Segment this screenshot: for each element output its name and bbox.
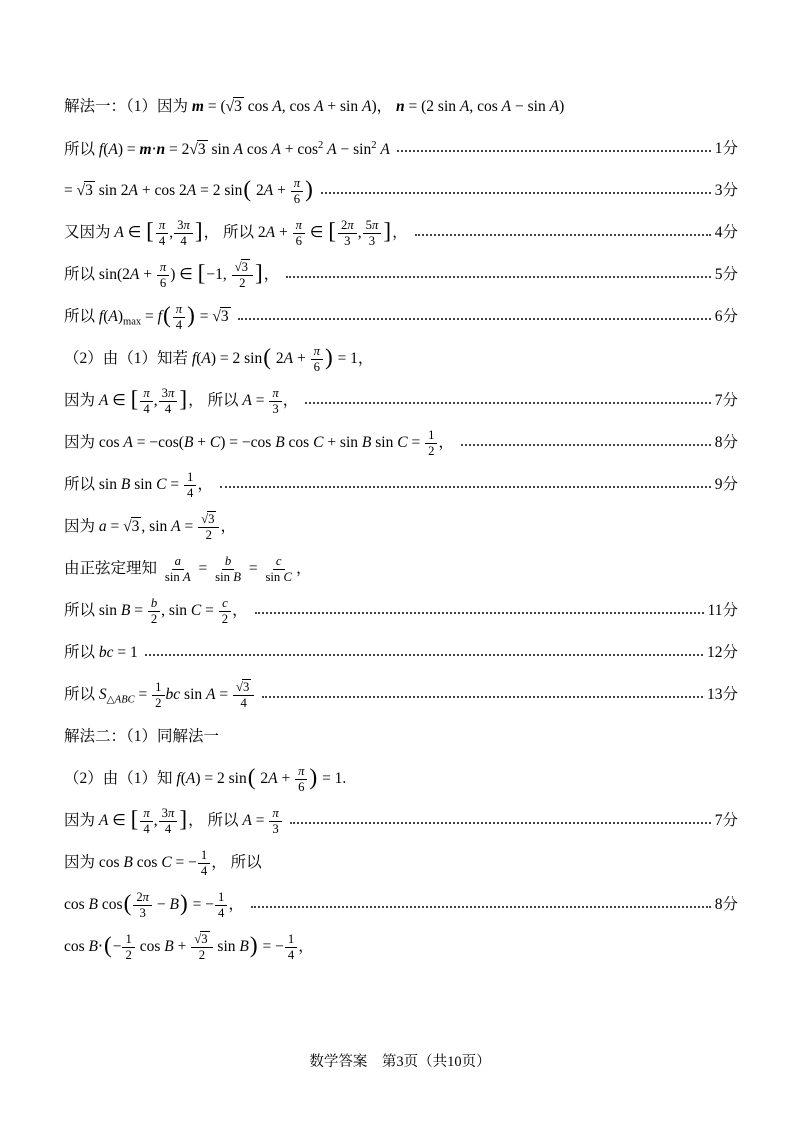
formula: 所以 bc = 1 <box>64 644 138 662</box>
score-label: 7分 <box>714 392 738 410</box>
score-label: 3分 <box>714 182 738 200</box>
formula: 所以 $f(A)_{max} = f$( $\frac{\pi}{4}$ ) = √3 <box>64 301 229 332</box>
dotted-leader <box>145 654 703 656</box>
formula: = √3 sin 2A + cos 2A = 2 sin( 2A + $\frac{\pi}{6}$ ) <box>64 175 313 206</box>
formula: cos B cos( $\frac{2\pi}{3}$ − B) = − $\frac{1}{4}$ ， <box>64 889 244 920</box>
dotted-leader <box>255 612 704 614</box>
formula: 因为 A ∈ [ $\frac{\pi}{4}$ , $\frac{3\pi}{4}$ ]， 所以 A = $\frac{\pi}{3}$ ， <box>64 385 299 416</box>
score-label: 5分 <box>714 266 738 284</box>
score-label: 6分 <box>714 308 738 326</box>
solution-line <box>64 548 738 590</box>
page-footer: 数学答案 第3页（共10页） <box>309 1054 491 1070</box>
formula: 解法二：（1）同解法一 <box>64 728 220 746</box>
score-label: 8分 <box>714 434 738 452</box>
formula: 又因为 A ∈ [ $\frac{\pi}{4}$ , $\frac{3\pi}{4}$ ]， 所以 2A + $\frac{\pi}{6}$ ∈ [ $\frac{2\pi}{3}$ , $\frac{5\pi}{3}$ ]， <box>64 217 408 248</box>
formula: 所以 sin B sin C = $\frac{1}{4}$ ， <box>64 469 213 500</box>
solution-line <box>64 674 738 716</box>
solution-line <box>64 758 738 800</box>
formula: 所以 f(A) = m⋅n = 2√3 sin A $\cos A + \cos^2 A - \sin^2 A$ <box>64 139 390 158</box>
solution-line <box>64 506 738 548</box>
score-label: 9分 <box>714 476 738 494</box>
formula: 所以 sin B = $\frac{b}{2}$ , sin C = $\frac{c}{2}$ ， <box>64 595 248 626</box>
solution-line <box>64 590 738 632</box>
solution-line <box>64 422 738 464</box>
solution-line <box>64 800 738 842</box>
solution-line <box>64 884 738 926</box>
score-label: 12分 <box>706 644 738 662</box>
solution-line <box>64 296 738 338</box>
solution-line <box>64 128 738 170</box>
solution-line <box>64 464 738 506</box>
solution-line <box>64 338 738 380</box>
dotted-leader <box>262 696 703 698</box>
dotted-leader <box>415 234 711 236</box>
solution-line <box>64 212 738 254</box>
formula: 因为 A ∈ [ $\frac{\pi}{4}$ , $\frac{3\pi}{4}$ ]， 所以 A = $\frac{\pi}{3}$ <box>64 806 283 837</box>
solution-content <box>64 86 738 968</box>
solution-line <box>64 842 738 884</box>
formula: 解法一：（1）因为 m = (√3 cos A, cos A + sin A)， n = (2 sin A, cos A − sin A) <box>64 98 565 116</box>
solution-line <box>64 380 738 422</box>
score-label: 1分 <box>714 140 738 158</box>
score-label: 11分 <box>707 602 738 620</box>
score-label: 7分 <box>714 812 738 830</box>
formula: （2）由（1）知 f(A) = 2 sin( 2A + $\frac{\pi}{6}$ ) = 1. <box>64 763 347 794</box>
formula: 因为 a = √3 , sin A = $\frac{√3}{2}$ ， <box>64 511 236 542</box>
dotted-leader <box>251 906 711 908</box>
formula: 因为 cos B cos C = − $\frac{1}{4}$ ， 所以 <box>64 847 262 878</box>
solution-line <box>64 254 738 296</box>
dotted-leader <box>220 486 711 488</box>
solution-line <box>64 86 738 128</box>
dotted-leader <box>290 822 711 824</box>
solution-line <box>64 926 738 968</box>
dotted-leader <box>286 276 710 278</box>
formula: （2）由（1）知若 f(A) = 2 sin( 2A + $\frac{\pi}{6}$ ) = 1， <box>64 343 374 374</box>
formula: 由正弦定理知 $\frac{a}{\text{sin A}}$ = $\frac{b}{\text{sin B}}$ = $\frac{c}{\text{sin C}}$ ， <box>64 553 312 584</box>
solution-line <box>64 170 738 212</box>
score-label: 8分 <box>714 896 738 914</box>
formula: 因为 cos A = −cos(B + C) = −cos B cos C + sin B sin C = $\frac{1}{2}$ ， <box>64 427 454 458</box>
dotted-leader <box>397 150 711 152</box>
score-label: 13分 <box>706 686 738 704</box>
formula: 所以 sin(2A + $\frac{\pi}{6}$ ) ∈ [−1, $\frac{√3}{2}$ ]， <box>64 259 280 290</box>
score-label: 4分 <box>714 224 738 242</box>
formula: cos B⋅(− $\frac{1}{2}$ cos B + $\frac{√3}{2}$ sin B) = − $\frac{1}{4}$ ， <box>64 931 314 962</box>
dotted-leader <box>461 444 711 446</box>
dotted-leader <box>321 192 711 194</box>
solution-line <box>64 632 738 674</box>
dotted-leader <box>238 318 711 320</box>
solution-line <box>64 716 738 758</box>
dotted-leader <box>305 402 711 404</box>
formula: 所以 $S_{\triangle ABC}$ = $\frac{1}{2}$ bc sin A = $\frac{√3}{4}$ <box>64 680 255 711</box>
